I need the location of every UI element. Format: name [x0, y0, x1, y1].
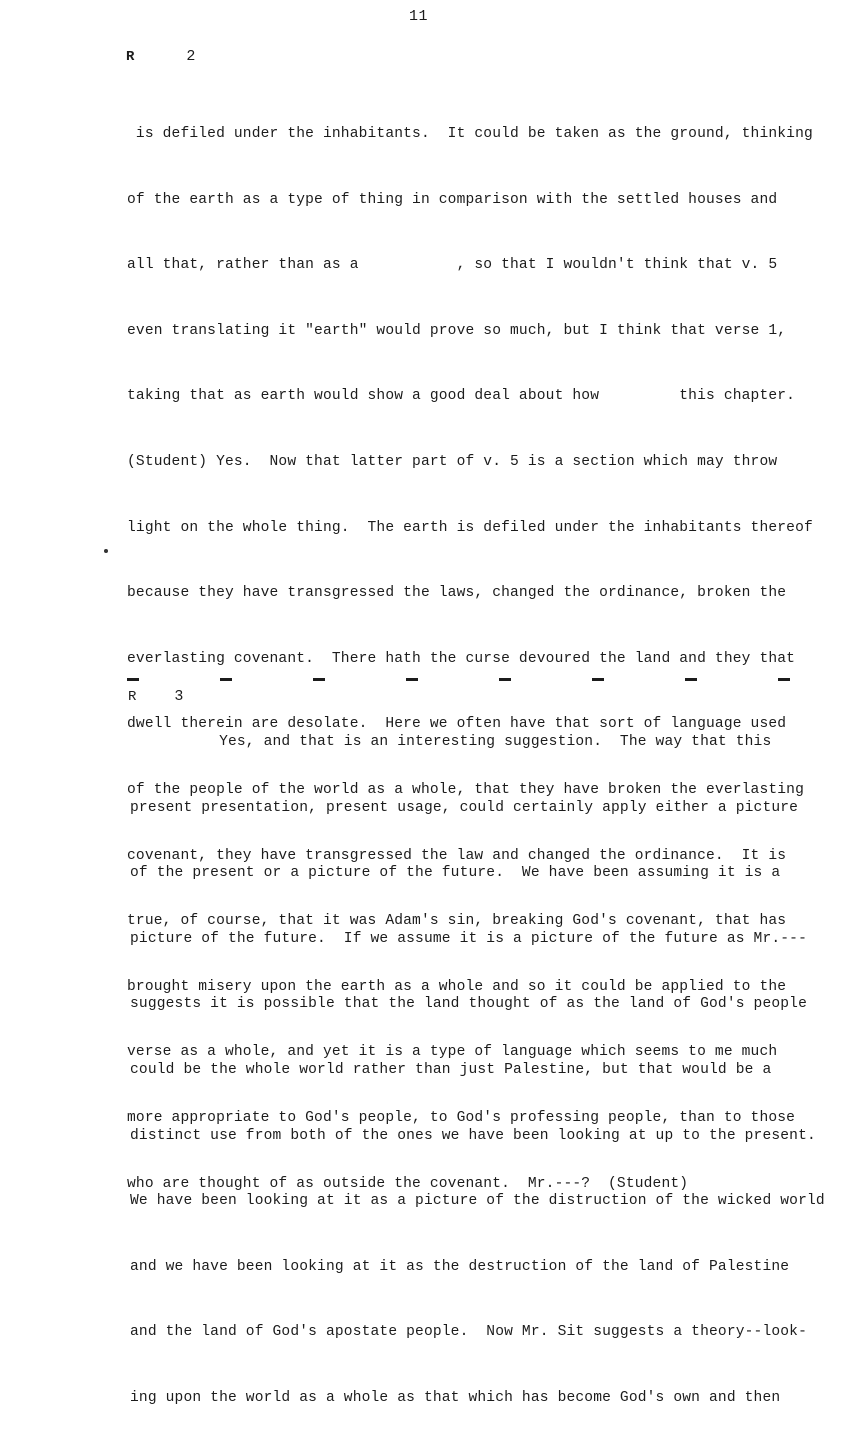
- separator-dash: [778, 678, 790, 681]
- separator-dash: [313, 678, 325, 681]
- text-line: of the present or a picture of the future. We have been assuming it is a: [130, 865, 781, 882]
- text-line: of the people of the world as a whole, that they have broken the everlasting: [127, 781, 804, 798]
- text-line: covenant, they have transgressed the law and changed the ordinance. It is: [127, 847, 787, 864]
- text-line: dwell therein are desolate. Here we often have that sort of language used: [127, 716, 787, 733]
- section-marker-r2: [126, 48, 195, 65]
- section-separator: [127, 674, 787, 688]
- separator-dash: [499, 678, 511, 681]
- text-line: ing upon the world as a whole as that which has become God's own and then: [130, 1389, 781, 1406]
- separator-dash: [685, 678, 697, 681]
- separator-dash: [406, 678, 418, 681]
- margin-mark: [104, 549, 108, 553]
- section-marker-number: 3: [174, 688, 184, 705]
- text-line: because they have transgressed the laws, changed the ordinance, broken the: [127, 585, 787, 602]
- text-line: even translating it "earth" would prove so much, but I think that verse 1,: [127, 322, 787, 339]
- separator-dash: [592, 678, 604, 681]
- text-line: and we have been looking at it as the destruction of the land of Palestine: [130, 1258, 790, 1275]
- text-line: everlasting covenant. There hath the curse devoured the land and they that: [127, 650, 796, 667]
- text-line: present presentation, present usage, could certainly apply either a picture: [130, 799, 799, 816]
- text-line: (Student) Yes. Now that latter part of v. 5 is a section which may throw: [127, 453, 778, 470]
- text-line: could be the whole world rather than just Palestine, but that would be a: [130, 1061, 772, 1078]
- text-line: who are thought of as outside the covenant. Mr.---? (Student): [127, 1175, 689, 1192]
- text-line: taking that as earth would show a good deal about how this chapter.: [127, 388, 796, 405]
- text-line: is defiled under the inhabitants. It could be taken as the ground, thinking: [127, 126, 813, 142]
- text-line: all that, rather than as a , so that I wouldn't think that v. 5: [127, 257, 778, 274]
- section-marker-number: 2: [186, 48, 196, 65]
- text-line: brought misery upon the earth as a whole and so it could be applied to the: [127, 978, 787, 995]
- text-line: and the land of God's apostate people. Now Mr. Sit suggests a theory--look-: [130, 1324, 807, 1341]
- separator-dash: [220, 678, 232, 681]
- section-marker-letter: R: [128, 689, 137, 705]
- text-line: more appropriate to God's people, to God's professing people, than to those: [127, 1109, 796, 1126]
- text-line: suggests it is possible that the land thought of as the land of God's people: [130, 996, 807, 1013]
- text-line: verse as a whole, and yet it is a type of language which seems to me much: [127, 1044, 778, 1061]
- text-line: true, of course, that it was Adam's sin, breaking God's covenant, that has: [127, 913, 787, 930]
- text-line: distinct use from both of the ones we have been looking at up to the present.: [130, 1127, 816, 1144]
- text-line: light on the whole thing. The earth is defiled under the inhabitants thereof: [127, 519, 813, 536]
- text-line: Yes, and that is an interesting suggestion. The way that this: [130, 734, 772, 750]
- text-line: picture of the future. If we assume it is a picture of the future as Mr.---: [130, 930, 807, 947]
- text-line: We have been looking at it as a picture of the distruction of the wicked world: [130, 1193, 825, 1210]
- text-block-2: [130, 694, 825, 1432]
- separator-dash: [127, 678, 139, 681]
- text-line: of the earth as a type of thing in comparison with the settled houses and: [127, 191, 778, 208]
- section-marker-letter: R: [126, 49, 135, 65]
- page-number: 11: [409, 8, 429, 25]
